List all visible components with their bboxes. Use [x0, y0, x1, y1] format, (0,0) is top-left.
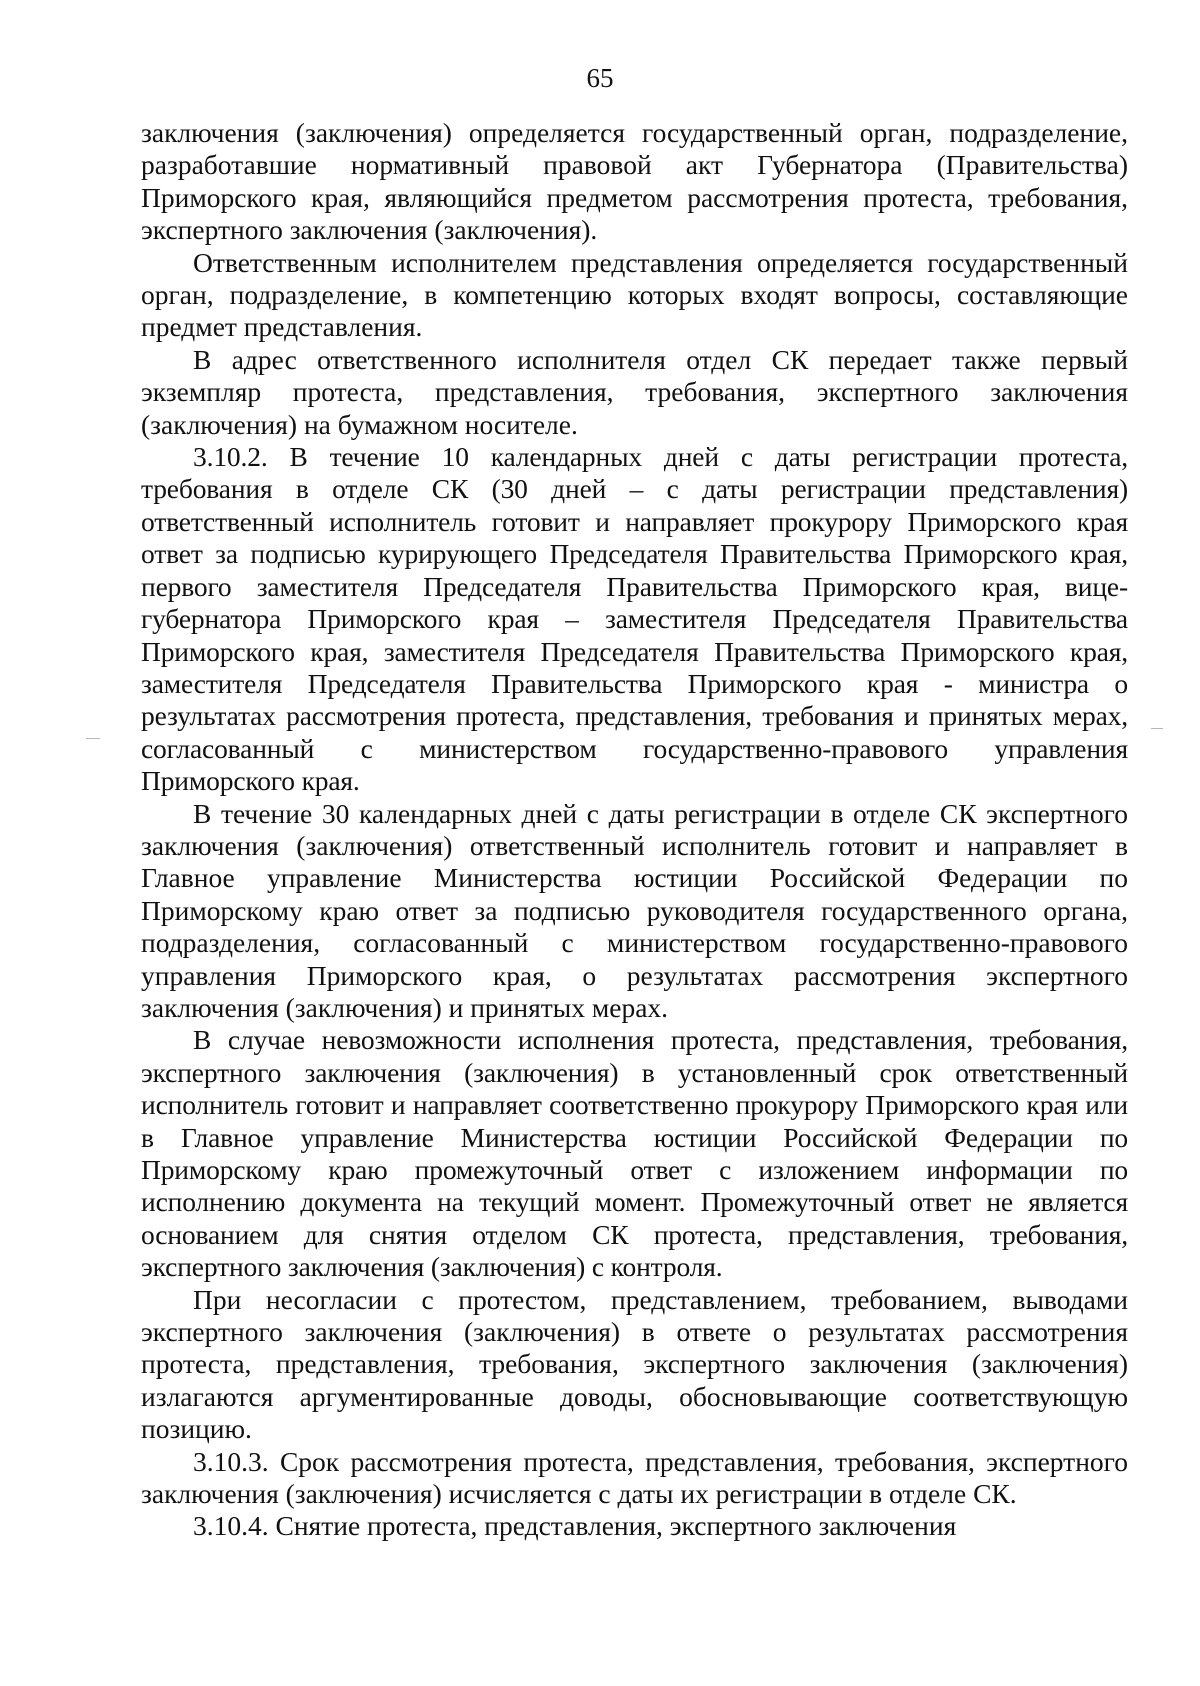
left-margin-mark	[86, 738, 100, 739]
paragraph-2: Ответственным исполнителем представления определяется государственный орган, подразделение, в компетенцию которых входят вопросы, составляющие предмет представления.	[141, 246, 1128, 343]
paragraph-3-10-2: 3.10.2. В течение 10 календарных дней с даты регистрации протеста, требования в отделе СК (30 дней – с даты регистрации представления) ответственный исполнитель готовит и направляет прокурору Приморского края ответ за подписью курирующего Председателя Правительства Приморского края, первого заместителя Председателя Правительства Приморского края, вице-губернатора Приморского края – заместителя Председателя Правительства Приморского края, заместителя Председателя Правительства Приморского края, заместителя Председателя Правительства Приморского края - министра о результатах рассмотрения протеста, представления, требования и принятых мерах, согласованный с министерством государственно-правового управления Приморского края.	[141, 441, 1128, 797]
paragraph-1: заключения (заключения) определяется государственный орган, подразделение, разработавшие нормативный правовой акт Губернатора (Правительства) Приморского края, являющийся предметом рассмотрения протеста, требования, экспертного заключения (заключения).	[141, 117, 1128, 246]
paragraph-3-10-3: 3.10.3. Срок рассмотрения протеста, представления, требования, экспертного заключения (заключения) исчисляется с даты их регистрации в отделе СК.	[141, 1445, 1128, 1510]
paragraph-3: В адрес ответственного исполнителя отдел СК передает также первый экземпляр протеста, представления, требования, экспертного заключения (заключения) на бумажном носителе.	[141, 343, 1128, 440]
right-margin-mark	[1151, 728, 1163, 729]
page-number: 65	[586, 63, 614, 93]
paragraph-7: При несогласии с протестом, представлением, требованием, выводами экспертного заключения (заключения) в ответе о результатах рассмотрения протеста, представления, требования, экспертного заключения (заключения) излагаются аргументированные доводы, обосновывающие соответствующую позицию.	[141, 1283, 1128, 1445]
paragraph-5: В течение 30 календарных дней с даты регистрации в отделе СК экспертного заключения (заключения) ответственный исполнитель готовит и направляет в Главное управление Министерства юстиции Российской Федерации по Приморскому краю ответ за подписью руководителя государственного органа, подразделения, согласованный с министерством государственно-правового управления Приморского края, о результатах рассмотрения экспертного заключения (заключения) и принятых мерах.	[141, 797, 1128, 1023]
paragraph-3-10-4: 3.10.4. Снятие протеста, представления, экспертного заключения	[193, 1510, 957, 1542]
paragraph-6: В случае невозможности исполнения протеста, представления, требования, экспертного заключения (заключения) в установленный срок ответственный исполнитель готовит и направляет соответственно прокурору Приморского края или в Главное управление Министерства юстиции Российской Федерации по Приморскому краю промежуточный ответ с изложением информации по исполнению документа на текущий момент. Промежуточный ответ не является основанием для снятия отделом СК протеста, представления, требования, экспертного заключения (заключения) с контроля.	[141, 1024, 1128, 1283]
document-body	[141, 117, 1128, 1543]
